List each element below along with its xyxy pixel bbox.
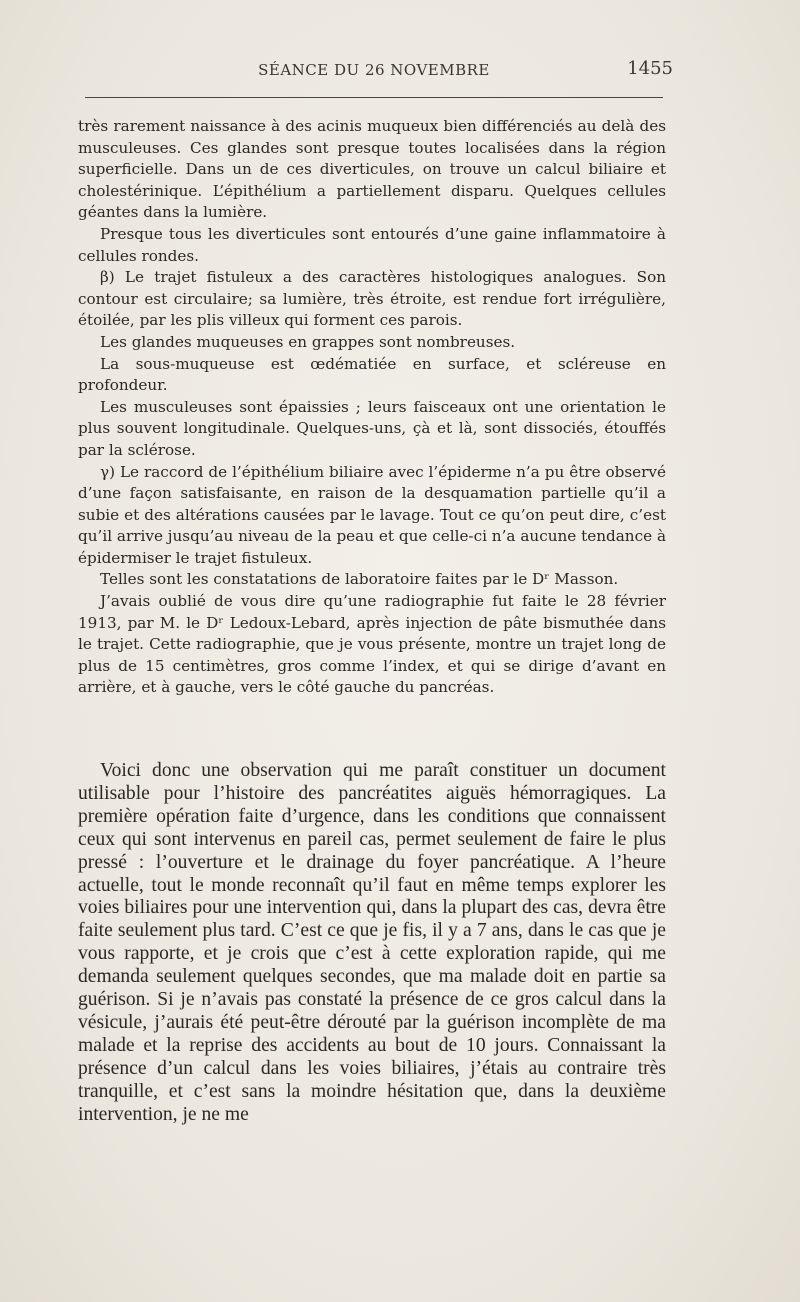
paragraph: Voici donc une observation qui me paraît constituer un document utilisable pour l’histoire des pancréatites aiguës hémorragiques. La première opération faite d’urgence, dans les conditions que connaissent ceux qui sont intervenus en pareil cas, permet seulement de faire le plus pressé : l’ouverture et le drainage du foyer pancréatique. A l’heure actuelle, tout le monde reconnaît qu’il faut en même temps explorer les voies biliaires pour une intervention qui, dans la plupart des cas, devra être faite seulement plus tard. C’est ce que je fis, il y a 7 ans, dans le cas que je vous rapporte, et je crois que c’est à cette exploration rapide, qui me demanda seulement quelques secondes, que ma malade doit en partie sa guérison. Si je n’avais pas constaté la présence de ce gros calcul dans la vésicule, j’aurais été peut-être dérouté par la guérison incomplète de ma malade et la reprise des accidents au bout de 10 jours. Connaissant la présence d’un calcul dans les voies biliaires, j’étais au contraire très tranquille, et c’est sans la moindre hésitation que, dans la deuxième intervention, je ne me	[78, 760, 666, 1125]
header-title: SÉANCE DU 26 NOVEMBRE	[258, 61, 490, 79]
paragraph: γ) Le raccord de l’épithélium biliaire avec l’épiderme n’a pu être observé d’une façon satisfaisante, en raison de la desquamation partielle qu’il a subie et des altérations causées par le lavage. Tout ce qu’on peut dire, c’est qu’il arrive jusqu’au niveau de la peau et que celle-ci n’a aucune tendance à épidermiser le trajet fistuleux.	[78, 462, 666, 567]
header-rule	[85, 97, 663, 98]
paragraph: β) Le trajet fistuleux a des caractères histologiques analogues. Son contour est circulaire; sa lumière, très étroite, est rendue fort irrégulière, étoilée, par les plis villeux qui forment ces parois.	[78, 268, 666, 330]
paragraph: Les glandes muqueuses en grappes sont nombreuses.	[100, 332, 516, 351]
small-print-section	[78, 116, 666, 699]
paragraph: Les musculeuses sont épaissies ; leurs faisceaux ont une orientation le plus souvent longitudinale. Quelques-uns, çà et là, sont dissociés, étouffés par la sclérose.	[78, 397, 666, 459]
paragraph: Telles sont les constatations de laboratoire faites par le Dʳ Masson.	[100, 570, 619, 589]
paragraph: Presque tous les diverticules sont entourés d’une gaine inflammatoire à cellules rondes.	[78, 224, 666, 265]
paragraph: J’avais oublié de vous dire qu’une radiographie fut faite le 28 février 1913, par M. le Dʳ Ledoux-Lebard, après injection de pâte bismuthée dans le trajet. Cette radiographie, que je vous présente, montre un trajet long de plus de 15 centimètres, gros comme l’index, et qui se dirige d’avant en arrière, et à gauche, vers le côté gauche du pancréas.	[78, 592, 666, 697]
paragraph: La sous-muqueuse est œdématiée en surface, et scléreuse en profondeur.	[78, 354, 666, 395]
main-text-section	[78, 760, 666, 1127]
running-header	[85, 58, 673, 84]
page-number: 1455	[627, 58, 673, 79]
paragraph: très rarement naissance à des acinis muqueux bien différenciés au delà des musculeuses. Ces glandes sont presque toutes localisées dans la région superficielle. Dans un de ces diverticules, on trouve un calcul biliaire et cholestérinique. L’épithélium a partiellement disparu. Quelques cellules géantes dans la lumière.	[78, 117, 666, 222]
